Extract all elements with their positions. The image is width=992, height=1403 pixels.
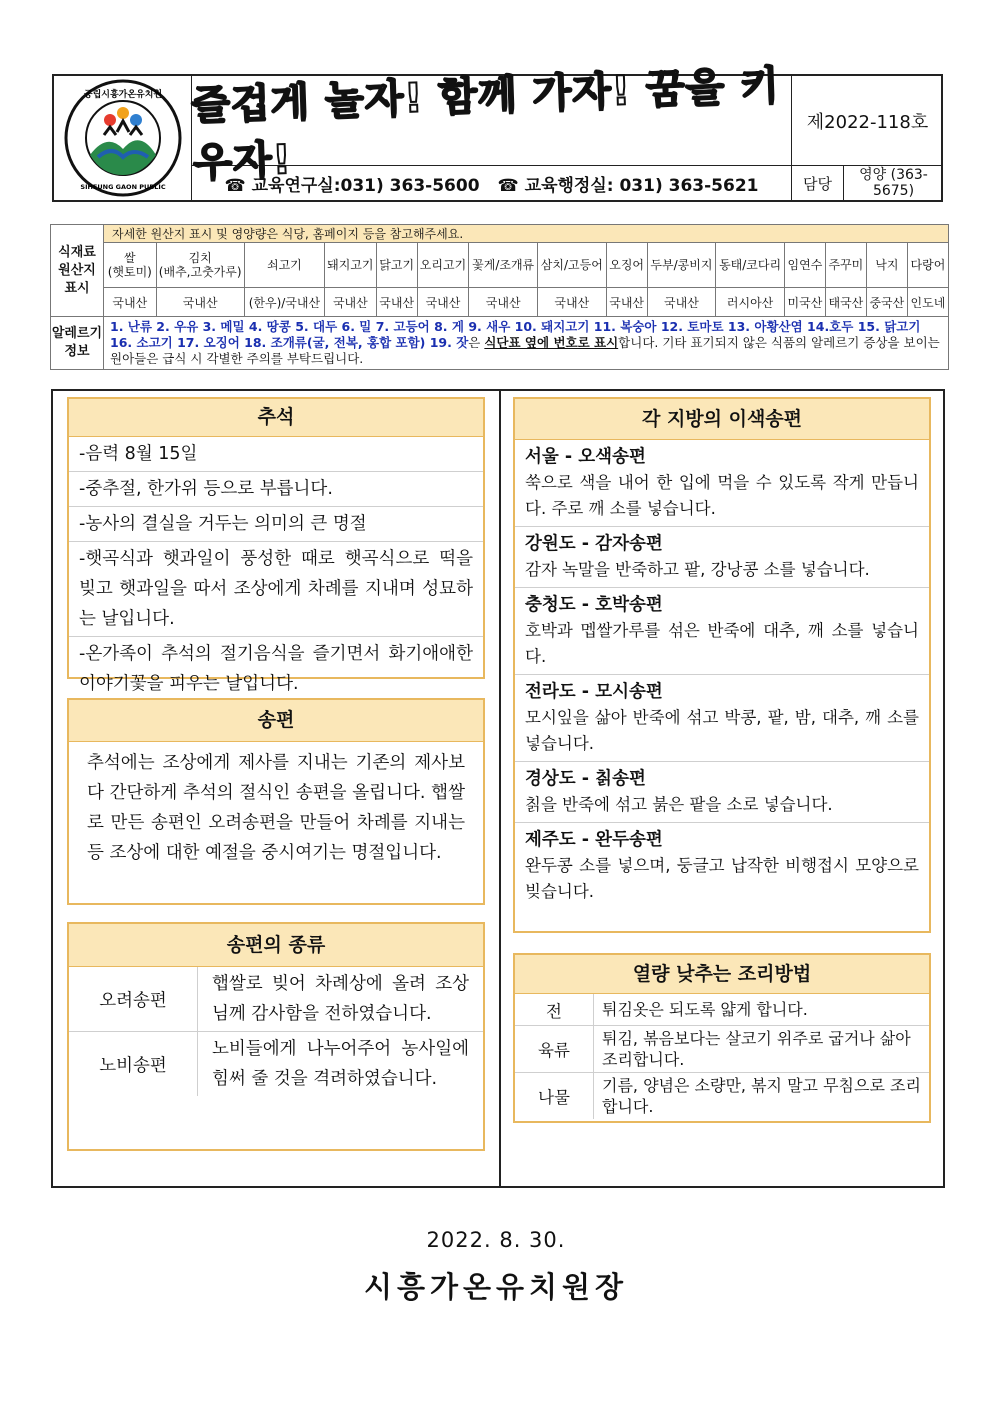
origin-item-sub: (햇토미)	[107, 265, 152, 279]
origin-item-name	[537, 243, 606, 288]
regional-item-desc: 호박과 멥쌀가루를 섞은 반죽에 대추, 깨 소를 넣습니다.	[525, 621, 919, 666]
origin-item-origin: 국내산	[417, 288, 469, 317]
origin-item-origin: (한우)/국내산	[244, 288, 324, 317]
origin-item-name	[716, 243, 785, 288]
kindergarten-logo	[62, 77, 184, 199]
regional-item-desc: 감자 녹말을 반죽하고 팥, 강낭콩 소를 넣습니다.	[525, 560, 870, 579]
regional-item-title: 강원도 - 감자송편	[525, 534, 663, 554]
origin-item-label: 닭고기	[379, 258, 415, 272]
chuseok-rows	[69, 437, 483, 701]
origin-item-name	[469, 243, 538, 288]
songpyeon-type-name: 노비송편	[69, 1032, 198, 1096]
origin-item-name	[907, 243, 948, 288]
songpyeon-type-desc: 노비들에게 나누어주어 농사일에 힘써 줄 것을 격려하였습니다.	[212, 1039, 469, 1089]
origin-item-origin: 태국산	[825, 288, 866, 317]
origin-item-origin: 미국산	[784, 288, 825, 317]
low-calorie-box	[513, 953, 931, 1123]
origin-item-label: 김치	[188, 251, 212, 265]
origin-item-name	[376, 243, 417, 288]
origin-item-origin: 러시아산	[716, 288, 785, 317]
origin-item-label: 두부/콩비지	[650, 258, 713, 272]
content-frame	[51, 389, 945, 1188]
issue-number: 제2022-118호	[792, 76, 943, 166]
origin-item-name	[647, 243, 716, 288]
songpyeon-type-row	[69, 967, 483, 1032]
regional-item-title: 경상도 - 칡송편	[525, 769, 646, 789]
regional-item-title: 충청도 - 호박송편	[525, 595, 663, 615]
origin-item-label: 오징어	[609, 258, 645, 272]
origin-item-label: 오리고기	[419, 258, 467, 272]
songpyeon-box	[67, 698, 485, 905]
chuseok-row: -햇곡식과 햇과일이 풍성한 때로 햇곡식으로 떡을 빚고 햇과일을 따서 조상에게 차례를 지내며 성묘하는 날입니다.	[69, 542, 483, 637]
low-calorie-value: 튀김옷은 되도록 얇게 합니다.	[602, 1000, 808, 1019]
contact-info	[192, 166, 792, 200]
regional-item-title: 제주도 - 완두송편	[525, 830, 663, 850]
songpyeon-text: 추석에는 조상에게 제사를 지내는 기존의 제사보다 간단하게 추석의 절식인 송편을 올립니다. 햅쌀로 만든 송편인 오려송편을 만들어 차례를 지내는 등 조상에 대한 예절을 중시여기는 명절입니다.	[87, 753, 465, 863]
column-divider	[499, 391, 501, 1186]
low-calorie-row	[515, 1073, 929, 1119]
songpyeon-type-row	[69, 1032, 483, 1096]
origin-item-name	[156, 243, 244, 288]
origin-values-row	[51, 288, 949, 317]
songpyeon-type-name: 오려송편	[69, 967, 198, 1031]
low-calorie-key: 전	[515, 994, 594, 1025]
regional-item-desc: 모시잎을 삶아 반죽에 섞고 박콩, 팥, 밤, 대추, 깨 소를 넣습니다.	[525, 708, 919, 753]
low-calorie-row	[515, 994, 929, 1026]
regional-item-title: 서울 - 오색송편	[525, 447, 646, 467]
chuseok-row: -음력 8월 15일	[69, 437, 483, 472]
regional-item	[515, 762, 929, 823]
origin-item-label: 동태/코다리	[719, 258, 782, 272]
contact-admin: ☎ 교육행정실: 031) 363-5621	[497, 175, 759, 196]
logo-cell	[54, 76, 192, 200]
origin-item-name	[104, 243, 157, 288]
allergy-mid: 은	[468, 335, 485, 350]
low-calorie-key: 육류	[515, 1026, 594, 1072]
regional-item	[515, 527, 929, 588]
origin-item-origin: 국내산	[606, 288, 647, 317]
contact-research: ☎ 교육연구실:031) 363-5600	[224, 175, 480, 196]
low-calorie-row	[515, 1026, 929, 1073]
origin-note: 자세한 원산지 표시 및 영양량은 식당, 홈페이지 등을 참고해주세요.	[104, 225, 949, 243]
regional-item-desc: 칡을 반죽에 섞고 붉은 팥을 소로 넣습니다.	[525, 795, 833, 814]
chuseok-row: -농사의 결실을 거두는 의미의 큰 명절	[69, 507, 483, 542]
chuseok-row: -중추절, 한가위 등으로 부릅니다.	[69, 472, 483, 507]
allergy-label: 알레르기 정보	[51, 317, 104, 370]
origin-item-label: 임연수	[787, 258, 823, 272]
origin-row-label: 식재료 원산지 표시	[51, 225, 104, 317]
origin-item-label: 낙지	[875, 258, 899, 272]
origin-item-sub: (배추,고춧가루)	[158, 265, 242, 279]
signer: 시흥가온유치원장	[363, 1270, 629, 1304]
origin-item-label: 다랑어	[910, 258, 946, 272]
chuseok-row: -온가족이 추석의 절기음식을 즐기면서 화기애애한 이야기꽃을 피우는 날입니다.	[79, 644, 473, 694]
chuseok-title: 추석	[69, 399, 483, 437]
allergy-emphasis: 식단표 옆에 번호로 표시	[484, 335, 619, 350]
origin-item-origin: 국내산	[325, 288, 377, 317]
origin-item-name	[784, 243, 825, 288]
origin-item-origin: 국내산	[156, 288, 244, 317]
songpyeon-types-box	[67, 922, 485, 1151]
origin-item-label: 꽃게/조개류	[472, 258, 535, 272]
origin-item-label: 삼치/고등어	[540, 258, 603, 272]
chuseok-box	[67, 397, 485, 694]
origin-item-origin: 국내산	[104, 288, 157, 317]
regional-item-desc: 쑥으로 색을 내어 한 입에 먹을 수 있도록 작게 만듭니다. 주로 깨 소를 넣습니다.	[525, 473, 919, 518]
newsletter-header	[52, 62, 943, 202]
origin-table	[50, 224, 949, 370]
origin-names-row	[51, 243, 949, 288]
allergy-list: 1. 난류 2. 우유 3. 메밀 4. 땅콩 5. 대두 6. 밀 7. 고등어 8. 게 9. 새우 10. 돼지고기 11. 복숭아 12. 토마토 13. 아황산염 14.호두 15. 닭고기 16. 소고기 17. 오징어 18. 조개류(굴, 전복, 홍합 포함) 19. 잣	[110, 319, 921, 350]
low-calorie-title: 열량 낮추는 조리방법	[515, 955, 929, 994]
low-calorie-key: 나물	[515, 1073, 594, 1119]
origin-item-origin: 중국산	[866, 288, 907, 317]
origin-item-label: 쇠고기	[267, 258, 302, 272]
origin-item-name	[417, 243, 469, 288]
regional-item-title: 전라도 - 모시송편	[525, 682, 663, 702]
origin-item-label: 돼지고기	[327, 258, 374, 272]
regional-item	[515, 588, 929, 675]
regional-item-desc: 완두콩 소를 넣으며, 둥글고 납작한 비행접시 모양으로 빚습니다.	[525, 856, 919, 901]
origin-item-name	[825, 243, 866, 288]
songpyeon-title: 송편	[69, 700, 483, 742]
issue-date: 2022. 8. 30.	[426, 1228, 566, 1252]
origin-item-name	[866, 243, 907, 288]
allergy-tail: 합니다. 기타 표기되지 않은 식품의 알레르기 증상을 보이는 원아들은 급식 시 각별한 주의를 부탁드립니다.	[110, 335, 940, 366]
origin-item-origin: 국내산	[537, 288, 606, 317]
origin-item-label: 쌀	[123, 251, 136, 265]
allergy-info	[104, 317, 949, 370]
origin-item-origin: 국내산	[469, 288, 538, 317]
origin-item-origin: 국내산	[647, 288, 716, 317]
songpyeon-types-title: 송편의 종류	[69, 924, 483, 967]
regional-item	[515, 675, 929, 762]
charge-value: 영양 (363-5675)	[859, 167, 928, 199]
origin-item-origin: 국내산	[376, 288, 417, 317]
regional-songpyeon-box	[513, 397, 931, 933]
low-calorie-value: 기름, 양념은 소량만, 볶지 말고 무침으로 조리합니다.	[602, 1076, 921, 1116]
regional-item	[515, 823, 929, 909]
logo-text-bottom: SIHEUNG GAON PUBLIC	[80, 183, 166, 191]
regional-songpyeon-title: 각 지방의 이색송편	[515, 399, 929, 440]
charge-label: 담당	[792, 166, 844, 200]
origin-item-origin: 인도네	[907, 288, 948, 317]
slogan: 즐겁게 놀자! 함께 가자! 꿈을 키우자!	[190, 62, 781, 186]
logo-text-top: 공립시흥가온유치원	[83, 90, 163, 100]
origin-item-name	[244, 243, 324, 288]
origin-item-label: 주꾸미	[828, 258, 864, 272]
regional-item	[515, 440, 929, 527]
origin-item-name	[325, 243, 377, 288]
low-calorie-value: 튀김, 볶음보다는 살코기 위주로 굽거나 삶아 조리합니다.	[602, 1029, 911, 1069]
origin-item-name	[606, 243, 647, 288]
songpyeon-type-desc: 햅쌀로 빚어 차례상에 올려 조상님께 감사함을 전하였습니다.	[212, 974, 469, 1024]
